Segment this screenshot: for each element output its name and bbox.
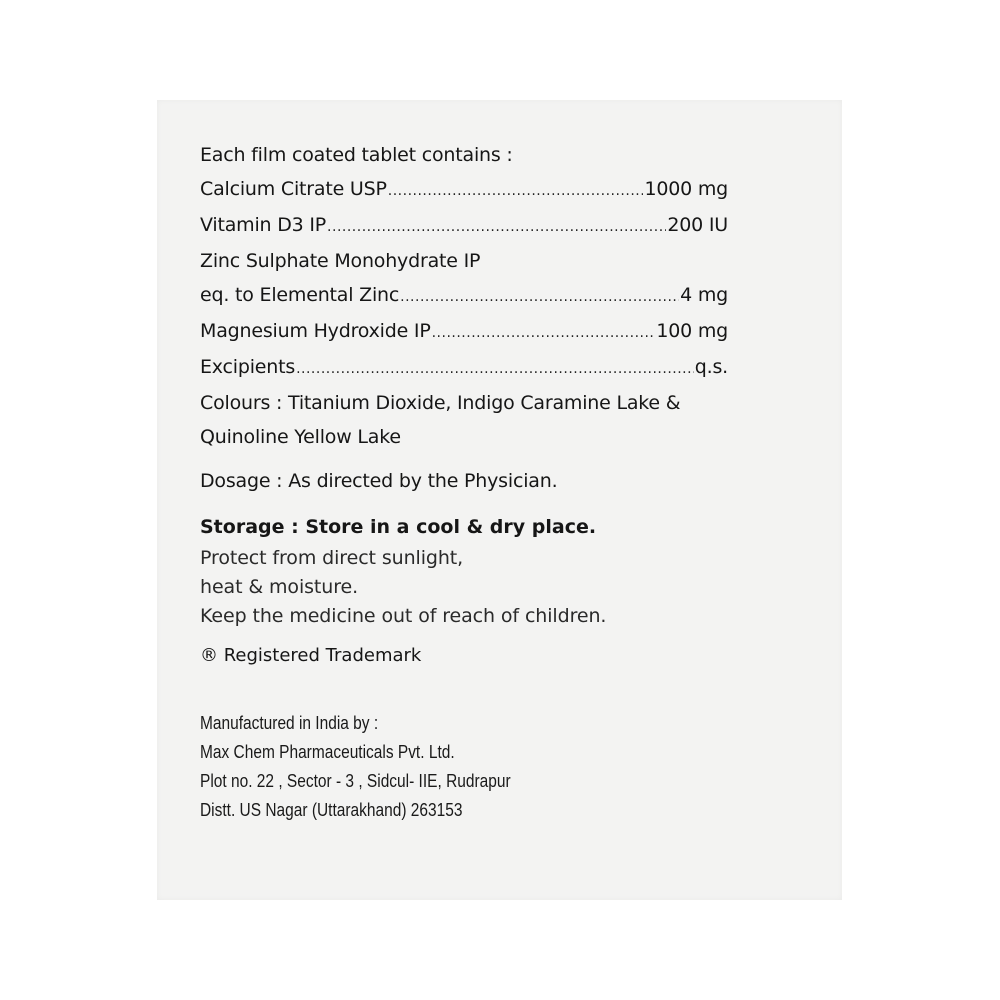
label-panel: [157, 100, 842, 900]
manufacturer-line-3: Plot no. 22 , Sector - 3 , Sidcul- IIE, Rudrapur: [200, 771, 511, 791]
storage-line-3: Keep the medicine out of reach of children.: [200, 605, 607, 627]
manufacturer-line-1: Manufactured in India by :: [200, 713, 379, 733]
registered-trademark: ® Registered Trademark: [200, 645, 422, 666]
label-content: [200, 138, 790, 825]
composition-header: Each film coated tablet contains :: [200, 144, 513, 166]
ingredient-amount: q.s.: [694, 356, 728, 378]
leader-dots: [388, 174, 644, 208]
leader-dots: [400, 280, 679, 314]
ingredient-row: [200, 350, 728, 386]
ingredient-row: [200, 278, 728, 314]
ingredient-name: Vitamin D3 IP: [200, 214, 327, 236]
ingredient-row: [200, 314, 728, 350]
ingredient-name: Calcium Citrate USP: [200, 178, 387, 200]
leader-dots: [296, 352, 694, 386]
ingredient-amount: 100 mg: [656, 320, 728, 342]
ingredient-amount: 4 mg: [680, 284, 728, 306]
dosage-text: Dosage : As directed by the Physician.: [200, 470, 558, 492]
ingredient-row: [200, 172, 728, 208]
colours-line-1: Colours : Titanium Dioxide, Indigo Caramine Lake &: [200, 392, 681, 414]
ingredient-row: [200, 208, 728, 244]
ingredient-name: Excipients: [200, 356, 296, 378]
ingredient-name: eq. to Elemental Zinc: [200, 284, 400, 306]
ingredient-name: Magnesium Hydroxide IP: [200, 320, 431, 342]
storage-line-1: Protect from direct sunlight,: [200, 547, 464, 569]
colours-line-2: Quinoline Yellow Lake: [200, 426, 401, 448]
manufacturer-line-2: Max Chem Pharmaceuticals Pvt. Ltd.: [200, 742, 455, 762]
ingredient-amount: 1000 mg: [644, 178, 728, 200]
storage-line-2: heat & moisture.: [200, 576, 359, 598]
leader-dots: [432, 316, 656, 350]
zinc-line-1: Zinc Sulphate Monohydrate IP: [200, 250, 481, 272]
leader-dots: [327, 210, 666, 244]
ingredient-amount: 200 IU: [667, 214, 728, 236]
manufacturer-line-4: Distt. US Nagar (Uttarakhand) 263153: [200, 800, 463, 820]
storage-heading: Storage : Store in a cool & dry place.: [200, 516, 597, 538]
